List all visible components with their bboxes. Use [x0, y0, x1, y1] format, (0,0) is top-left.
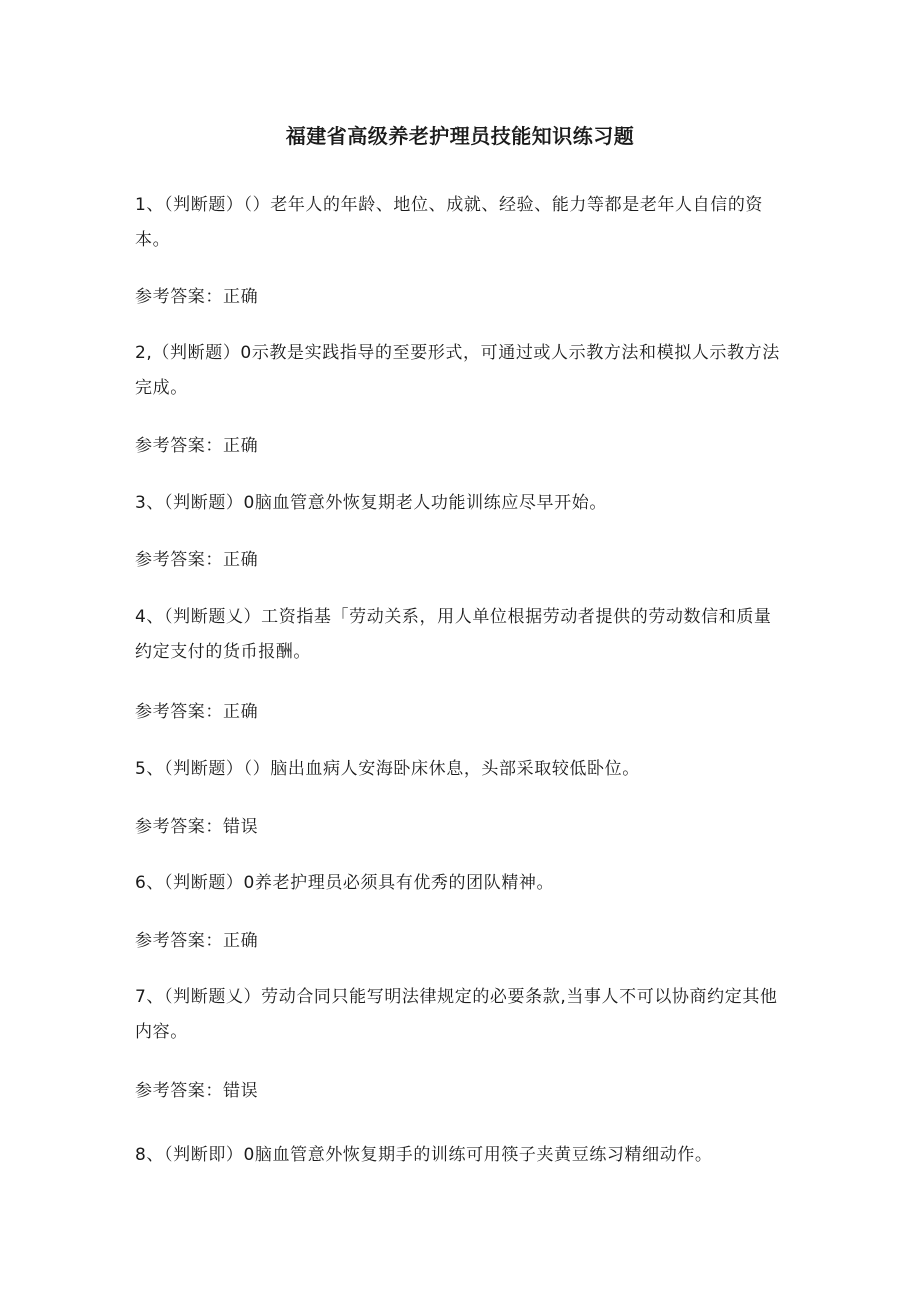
question-6: 6、（判断题）0养老护理员必须具有优秀的团队精神。: [135, 873, 555, 893]
question-1: 1、（判断题）（）老年人的年龄、地位、成就、经验、能力等都是老年人自信的资本。: [135, 195, 764, 250]
question-5: 5、（判断题）（）脑出血病人安海卧床休息，头部采取较低卧位。: [135, 759, 640, 779]
document-title: 福建省高级养老护理员技能知识练习题: [285, 124, 635, 148]
question-4: 4、（判断题乂）工资指基「劳动关系，用人单位根据劳动者提供的劳动数信和质量约定支付的货币报酬。: [135, 607, 772, 662]
question-3: 3、（判断题）0脑血管意外恢复期老人功能训练应尽早开始。: [135, 493, 607, 513]
answer-3: 参考答案：正确: [135, 550, 259, 570]
answer-5: 参考答案：错误: [135, 817, 259, 837]
answer-2: 参考答案：正确: [135, 436, 259, 456]
answer-1: 参考答案：正确: [135, 287, 259, 307]
answer-7: 参考答案：错误: [135, 1081, 259, 1101]
answer-4: 参考答案：正确: [135, 702, 259, 722]
question-2: 2,（判断题）0示教是实践指导的至要形式，可通过或人示教方法和模拟人示教方法完成。: [135, 343, 780, 398]
question-7: 7、（判断题乂）劳动合同只能写明法律规定的必要条款,当事人不可以协商约定其他内容。: [135, 987, 778, 1042]
question-8: 8、（判断即）0脑血管意外恢复期手的训练可用筷子夹黄豆练习精细动作。: [135, 1145, 713, 1165]
answer-6: 参考答案：正确: [135, 931, 259, 951]
